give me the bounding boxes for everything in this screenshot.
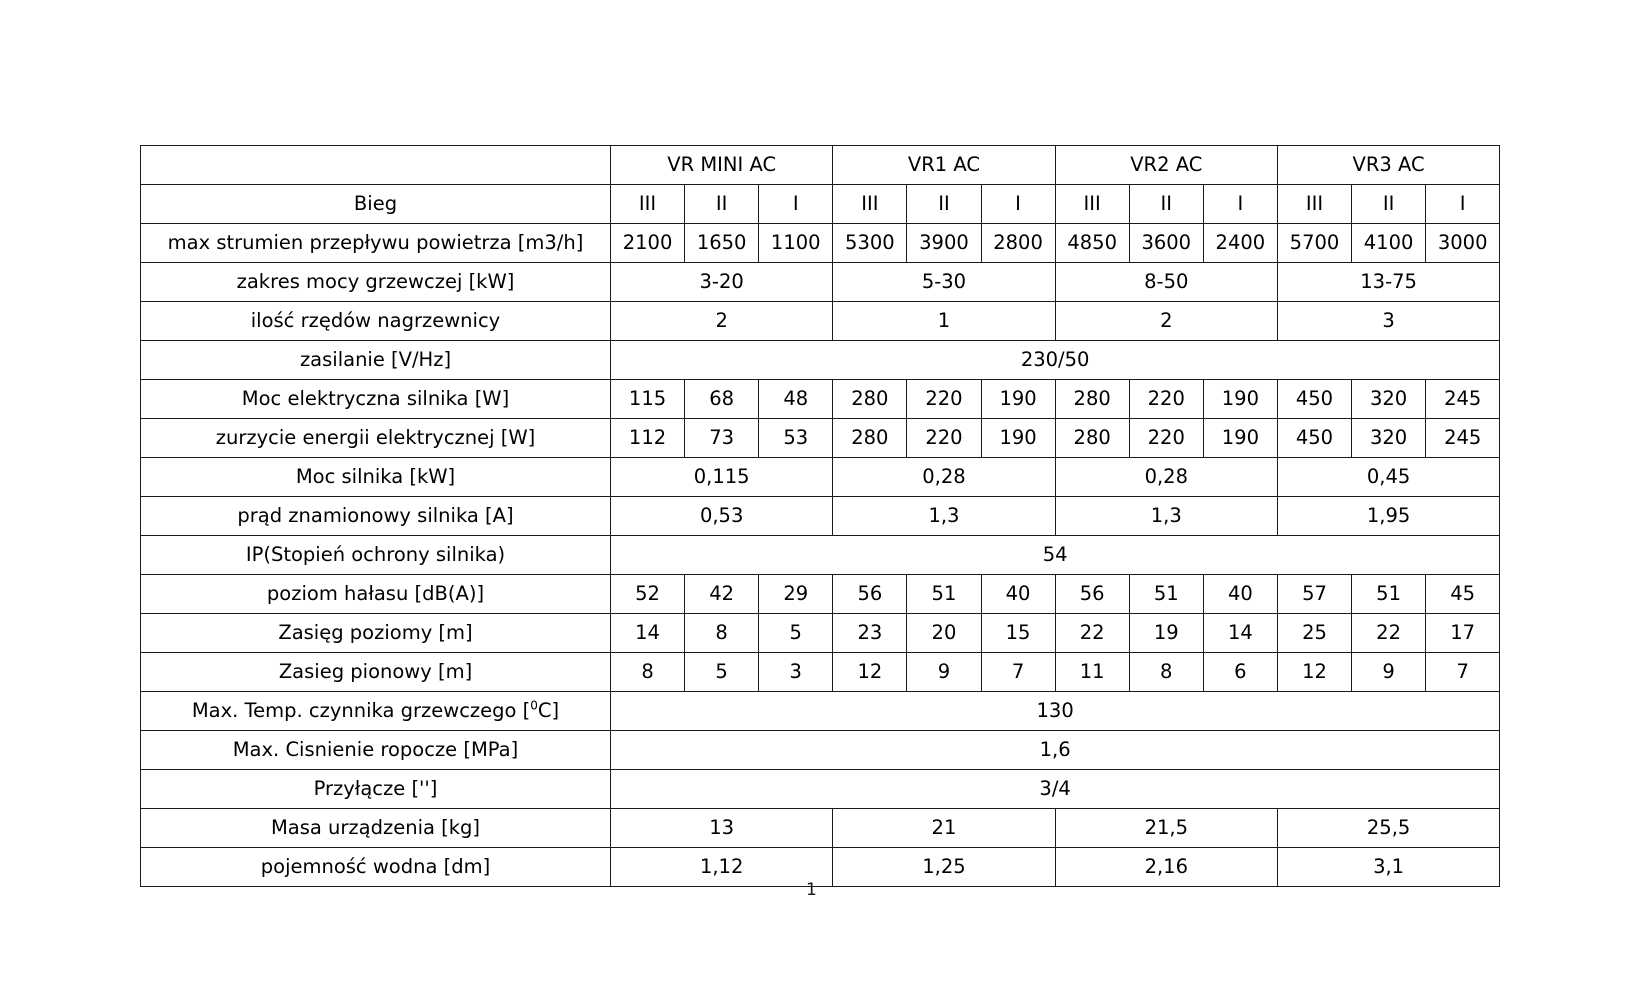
value-cell: 190 xyxy=(1203,380,1277,419)
value-cell: 40 xyxy=(1203,575,1277,614)
value-cell: 9 xyxy=(907,653,981,692)
table-row xyxy=(141,263,1500,302)
value-cell: 56 xyxy=(833,575,907,614)
value-cell: 115 xyxy=(611,380,685,419)
row-label: zurzycie energii elektrycznej [W] xyxy=(141,419,611,458)
row-label: Zasieg pionowy [m] xyxy=(141,653,611,692)
row-label: poziom hałasu [dB(A)] xyxy=(141,575,611,614)
value-cell-model: 2 xyxy=(1055,302,1277,341)
value-cell-merged: 130 xyxy=(611,692,1500,731)
value-cell-model: 0,28 xyxy=(1055,458,1277,497)
value-cell: 2800 xyxy=(981,224,1055,263)
value-cell: 25 xyxy=(1277,614,1351,653)
speed-header-cell: III xyxy=(611,185,685,224)
value-cell: 20 xyxy=(907,614,981,653)
value-cell: 450 xyxy=(1277,380,1351,419)
table-row xyxy=(141,536,1500,575)
value-cell-model: 0,45 xyxy=(1277,458,1499,497)
row-label: Moc elektryczna silnika [W] xyxy=(141,380,611,419)
value-cell-model: 2 xyxy=(611,302,833,341)
value-cell-model: 1,3 xyxy=(1055,497,1277,536)
value-cell: 280 xyxy=(1055,380,1129,419)
value-cell: 280 xyxy=(833,419,907,458)
value-cell-model: 3 xyxy=(1277,302,1499,341)
value-cell-model: 3,1 xyxy=(1277,848,1499,887)
value-cell: 22 xyxy=(1055,614,1129,653)
value-cell: 280 xyxy=(833,380,907,419)
speed-header-cell: III xyxy=(1055,185,1129,224)
value-cell: 5 xyxy=(759,614,833,653)
value-cell: 17 xyxy=(1426,614,1500,653)
value-cell: 7 xyxy=(981,653,1055,692)
value-cell-model: 0,53 xyxy=(611,497,833,536)
row-label: prąd znamionowy silnika [A] xyxy=(141,497,611,536)
value-cell: 53 xyxy=(759,419,833,458)
row-label: Przyłącze [''] xyxy=(141,770,611,809)
value-cell: 51 xyxy=(907,575,981,614)
value-cell-model: 1,95 xyxy=(1277,497,1499,536)
value-cell: 280 xyxy=(1055,419,1129,458)
speed-header-cell: I xyxy=(981,185,1055,224)
table-body xyxy=(141,146,1500,887)
value-cell: 14 xyxy=(611,614,685,653)
speed-header-cell: I xyxy=(1426,185,1500,224)
value-cell: 8 xyxy=(611,653,685,692)
speed-header-cell: III xyxy=(1277,185,1351,224)
value-cell: 220 xyxy=(1129,419,1203,458)
value-cell: 4100 xyxy=(1352,224,1426,263)
table-row xyxy=(141,575,1500,614)
table-row xyxy=(141,341,1500,380)
model-header-cell: VR1 AC xyxy=(833,146,1055,185)
value-cell: 42 xyxy=(685,575,759,614)
model-header-cell: VR MINI AC xyxy=(611,146,833,185)
value-cell-model: 3-20 xyxy=(611,263,833,302)
table-row xyxy=(141,848,1500,887)
value-cell-merged: 1,6 xyxy=(611,731,1500,770)
value-cell: 190 xyxy=(981,380,1055,419)
value-cell: 245 xyxy=(1426,380,1500,419)
speed-header-cell: III xyxy=(833,185,907,224)
value-cell: 73 xyxy=(685,419,759,458)
value-cell: 3000 xyxy=(1426,224,1500,263)
value-cell-merged: 54 xyxy=(611,536,1500,575)
row-label: Moc silnika [kW] xyxy=(141,458,611,497)
value-cell: 45 xyxy=(1426,575,1500,614)
table-header-models xyxy=(141,146,1500,185)
row-label: IP(Stopień ochrony silnika) xyxy=(141,536,611,575)
value-cell: 3900 xyxy=(907,224,981,263)
value-cell: 245 xyxy=(1426,419,1500,458)
table-row xyxy=(141,497,1500,536)
table-row xyxy=(141,458,1500,497)
speed-header-label: Bieg xyxy=(141,185,611,224)
value-cell: 19 xyxy=(1129,614,1203,653)
value-cell: 190 xyxy=(981,419,1055,458)
value-cell: 2100 xyxy=(611,224,685,263)
speed-header-cell: II xyxy=(1129,185,1203,224)
row-label: Max. Temp. czynnika grzewczego [$^0$C] xyxy=(141,692,611,731)
value-cell: 1100 xyxy=(759,224,833,263)
table-row xyxy=(141,770,1500,809)
value-cell-model: 0,115 xyxy=(611,458,833,497)
table-row xyxy=(141,302,1500,341)
table-header-speeds xyxy=(141,185,1500,224)
value-cell: 56 xyxy=(1055,575,1129,614)
table-row xyxy=(141,614,1500,653)
row-label: Max. Cisnienie ropocze [MPa] xyxy=(141,731,611,770)
spec-sheet xyxy=(140,145,1500,887)
value-cell-merged: 230/50 xyxy=(611,341,1500,380)
value-cell: 48 xyxy=(759,380,833,419)
table-row xyxy=(141,419,1500,458)
value-cell: 3 xyxy=(759,653,833,692)
value-cell-model: 21,5 xyxy=(1055,809,1277,848)
value-cell: 190 xyxy=(1203,419,1277,458)
value-cell-model: 1 xyxy=(833,302,1055,341)
value-cell: 23 xyxy=(833,614,907,653)
value-cell-model: 0,28 xyxy=(833,458,1055,497)
value-cell: 40 xyxy=(981,575,1055,614)
speed-header-cell: I xyxy=(759,185,833,224)
value-cell: 112 xyxy=(611,419,685,458)
model-header-cell: VR2 AC xyxy=(1055,146,1277,185)
value-cell: 320 xyxy=(1352,380,1426,419)
value-cell-model: 21 xyxy=(833,809,1055,848)
value-cell: 52 xyxy=(611,575,685,614)
value-cell: 8 xyxy=(685,614,759,653)
speed-header-cell: I xyxy=(1203,185,1277,224)
table-row xyxy=(141,692,1500,731)
speed-header-cell: II xyxy=(685,185,759,224)
value-cell: 29 xyxy=(759,575,833,614)
value-cell: 220 xyxy=(907,380,981,419)
table-row xyxy=(141,380,1500,419)
value-cell: 2400 xyxy=(1203,224,1277,263)
value-cell-model: 13 xyxy=(611,809,833,848)
value-cell-model: 1,25 xyxy=(833,848,1055,887)
value-cell: 15 xyxy=(981,614,1055,653)
value-cell-model: 8-50 xyxy=(1055,263,1277,302)
value-cell: 6 xyxy=(1203,653,1277,692)
speed-header-cell: II xyxy=(907,185,981,224)
row-label: max strumien przepływu powietrza [m3/h] xyxy=(141,224,611,263)
table-row xyxy=(141,809,1500,848)
value-cell: 51 xyxy=(1129,575,1203,614)
value-cell-model: 13-75 xyxy=(1277,263,1499,302)
row-label: Masa urządzenia [kg] xyxy=(141,809,611,848)
row-label: ilość rzędów nagrzewnicy xyxy=(141,302,611,341)
value-cell: 4850 xyxy=(1055,224,1129,263)
value-cell: 12 xyxy=(833,653,907,692)
value-cell: 5 xyxy=(685,653,759,692)
row-label: zakres mocy grzewczej [kW] xyxy=(141,263,611,302)
row-label: Zasięg poziomy [m] xyxy=(141,614,611,653)
value-cell: 220 xyxy=(907,419,981,458)
value-cell: 8 xyxy=(1129,653,1203,692)
value-cell-model: 5-30 xyxy=(833,263,1055,302)
specifications-table xyxy=(140,145,1500,887)
value-cell: 14 xyxy=(1203,614,1277,653)
value-cell-model: 25,5 xyxy=(1277,809,1499,848)
value-cell-model: 1,12 xyxy=(611,848,833,887)
model-header-cell: VR3 AC xyxy=(1277,146,1499,185)
table-row xyxy=(141,731,1500,770)
value-cell: 220 xyxy=(1129,380,1203,419)
value-cell: 3600 xyxy=(1129,224,1203,263)
value-cell-merged: 3/4 xyxy=(611,770,1500,809)
value-cell: 68 xyxy=(685,380,759,419)
table-row xyxy=(141,224,1500,263)
row-label: pojemność wodna [dm] xyxy=(141,848,611,887)
value-cell: 51 xyxy=(1352,575,1426,614)
row-label: zasilanie [V/Hz] xyxy=(141,341,611,380)
value-cell-model: 1,3 xyxy=(833,497,1055,536)
value-cell: 11 xyxy=(1055,653,1129,692)
value-cell: 450 xyxy=(1277,419,1351,458)
header-corner-cell xyxy=(141,146,611,185)
value-cell: 7 xyxy=(1426,653,1500,692)
value-cell: 320 xyxy=(1352,419,1426,458)
table-row xyxy=(141,653,1500,692)
value-cell: 9 xyxy=(1352,653,1426,692)
value-cell: 12 xyxy=(1277,653,1351,692)
value-cell: 22 xyxy=(1352,614,1426,653)
page-marker: 1 xyxy=(806,880,817,900)
value-cell: 1650 xyxy=(685,224,759,263)
speed-header-cell: II xyxy=(1352,185,1426,224)
value-cell: 57 xyxy=(1277,575,1351,614)
value-cell-model: 2,16 xyxy=(1055,848,1277,887)
value-cell: 5700 xyxy=(1277,224,1351,263)
value-cell: 5300 xyxy=(833,224,907,263)
